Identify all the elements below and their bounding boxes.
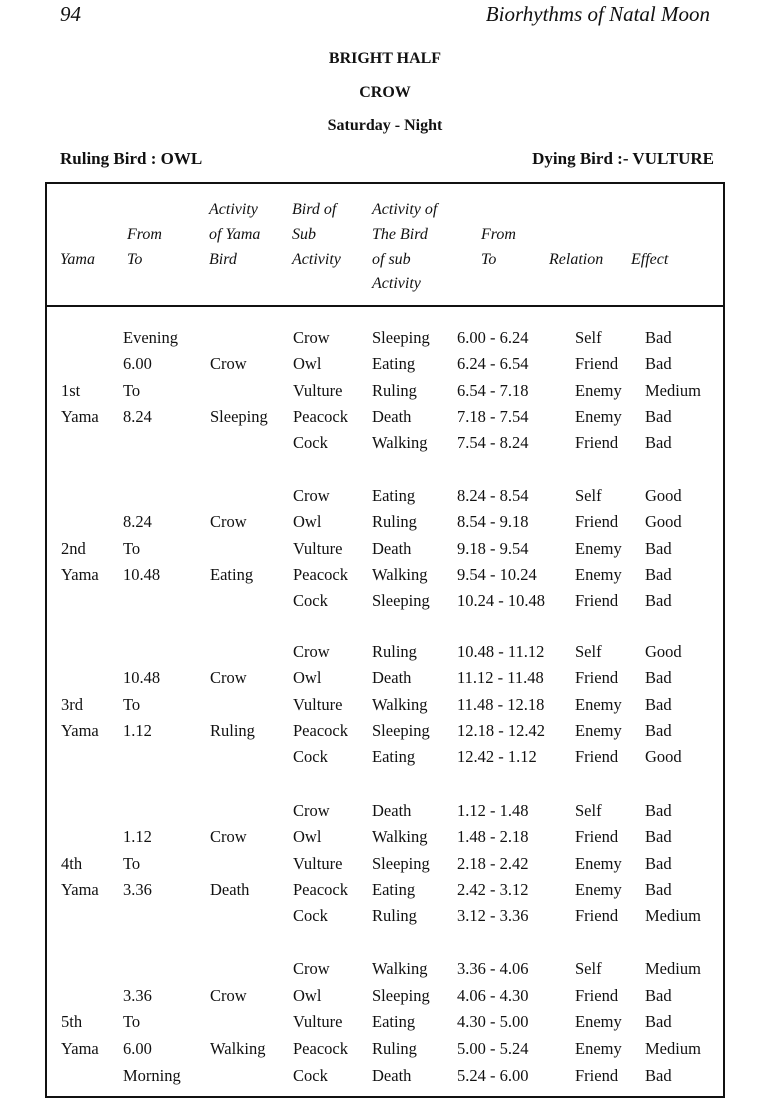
yama-label: 4th [61,853,83,873]
effect: Good [645,512,682,532]
sub-activity: Ruling [372,642,417,661]
yama-time-range: 3.36 [123,985,152,1005]
sub-bird: Peacock [293,564,348,584]
sub-activity: Sleeping [372,853,430,873]
relation: Enemy [575,406,622,426]
column-header-yama: Yama [60,251,95,268]
yama-bird-activity: Eating [210,564,254,584]
sub-activity: Death [372,801,412,820]
yama-label: 5th [61,1012,83,1032]
relation: Self [575,642,602,661]
sub-bird: Vulture [293,853,343,873]
yama-bird-activity: Sleeping [210,406,268,426]
effect: Medium [645,1039,701,1059]
sub-time: 6.00 - 6.24 [457,328,529,347]
sub-activity: Sleeping [372,720,430,740]
sub-activity: Eating [372,354,416,374]
effect: Bad [645,538,672,558]
sub-bird: Owl [293,827,322,847]
column-header-activity-bird-sub: Activity of [372,201,438,218]
sub-time: 12.18 - 12.42 [457,720,545,740]
yama-time-range: To [123,694,141,714]
relation: Enemy [575,1039,622,1059]
sub-activity: Death [372,668,412,688]
sub-time: 11.12 - 11.48 [457,668,544,688]
sub-bird: Peacock [293,720,348,740]
column-header-activity-yama-bird: of Yama [209,226,261,243]
sub-time: 3.36 - 4.06 [457,959,529,978]
effect: Bad [645,853,672,873]
sub-bird: Owl [293,985,322,1005]
sub-activity: Eating [372,747,416,767]
yama-bird-activity: Crow [210,668,247,688]
dying-bird: Dying Bird :- VULTURE [532,149,714,168]
relation: Friend [575,591,619,611]
sub-activity: Eating [372,486,416,505]
column-header-bird-sub-activity: Activity [292,251,341,268]
sub-time: 10.24 - 10.48 [457,591,545,611]
yama-bird-activity: Crow [210,827,247,847]
yama-label: Yama [61,564,99,584]
sub-bird: Owl [293,512,322,532]
column-header-relation: Relation [549,251,604,268]
effect: Medium [645,959,701,978]
sub-time: 5.00 - 5.24 [457,1039,529,1059]
yama-label: 3rd [61,694,83,714]
page-number: 94 [60,2,81,26]
effect: Bad [645,801,672,820]
effect: Bad [645,668,672,688]
sub-bird: Peacock [293,406,348,426]
relation: Self [575,486,602,505]
yama-time-range: To [123,380,141,400]
yama-time-range: To [123,538,141,558]
sub-bird: Crow [293,328,330,347]
sub-bird: Vulture [293,1012,343,1032]
yama-time-range: 6.00 [123,1039,152,1059]
sub-bird: Cock [293,1065,328,1085]
yama-time-range: To [123,853,141,873]
relation: Friend [575,985,619,1005]
sub-time: 12.42 - 1.12 [457,747,537,767]
sub-activity: Walking [372,959,428,978]
column-header-activity-bird-sub: Activity [372,275,421,292]
relation: Friend [575,827,619,847]
sub-time: 8.24 - 8.54 [457,486,529,505]
column-header-from-to: To [127,251,143,268]
sub-bird: Vulture [293,694,343,714]
yama-time-range: 8.24 [123,512,152,532]
sub-time: 4.30 - 5.00 [457,1012,529,1032]
sub-time: 5.24 - 6.00 [457,1065,529,1085]
sub-time: 7.18 - 7.54 [457,406,529,426]
yama-label: 2nd [61,538,86,558]
relation: Enemy [575,564,622,584]
yama-time-range: 10.48 [123,668,161,688]
ruling-bird: Ruling Bird : OWL [60,149,203,168]
effect: Bad [645,1065,672,1085]
sub-time: 8.54 - 9.18 [457,512,529,532]
effect: Bad [645,328,672,347]
yama-time-range: 3.36 [123,879,152,899]
effect: Bad [645,591,672,611]
column-header-activity-yama-bird: Activity [209,201,258,218]
yama-time-range: To [123,1012,141,1032]
sub-time: 6.54 - 7.18 [457,380,529,400]
yama-time-range: 8.24 [123,406,152,426]
yama-bird-activity: Walking [210,1039,266,1059]
column-header-time-from-to: From [481,226,516,243]
sub-activity: Death [372,406,412,426]
sub-bird: Owl [293,354,322,374]
relation: Friend [575,1065,619,1085]
sub-time: 3.12 - 3.36 [457,906,529,926]
title-bird: CROW [359,84,411,101]
relation: Enemy [575,380,622,400]
sub-activity: Sleeping [372,591,430,611]
sub-activity: Walking [372,564,428,584]
column-header-activity-yama-bird: Bird [209,251,237,268]
sub-bird: Vulture [293,538,343,558]
sub-activity: Eating [372,879,416,899]
effect: Bad [645,1012,672,1032]
sub-activity: Ruling [372,512,417,532]
sub-time: 1.12 - 1.48 [457,801,529,820]
relation: Enemy [575,1012,622,1032]
yama-label: 1st [61,380,81,400]
relation: Enemy [575,538,622,558]
sub-time: 9.54 - 10.24 [457,564,537,584]
sub-bird: Crow [293,801,330,820]
sub-bird: Peacock [293,879,348,899]
column-header-activity-bird-sub: of sub [372,251,411,268]
effect: Bad [645,827,672,847]
sub-bird: Peacock [293,1039,348,1059]
header-divider [45,305,725,307]
relation: Enemy [575,853,622,873]
effect: Bad [645,354,672,374]
column-header-time-from-to: To [481,251,497,268]
yama-bird-activity: Crow [210,512,247,532]
effect: Medium [645,380,701,400]
yama-bird-activity: Death [210,879,250,899]
sub-bird: Crow [293,959,330,978]
effect: Bad [645,406,672,426]
yama-label: Yama [61,406,99,426]
effect: Bad [645,879,672,899]
column-header-bird-sub-activity: Bird of [292,201,337,218]
effect: Good [645,642,682,661]
sub-activity: Walking [372,694,428,714]
title-half: BRIGHT HALF [328,50,442,67]
sub-activity: Sleeping [372,328,430,347]
sub-bird: Cock [293,433,328,453]
relation: Friend [575,747,619,767]
effect: Bad [645,694,672,714]
sub-activity: Walking [372,827,428,847]
effect: Good [645,747,682,767]
yama-label: Yama [61,720,99,740]
yama-time-range: 1.12 [123,827,152,847]
sub-activity: Eating [372,1012,416,1032]
sub-bird: Owl [293,668,322,688]
sub-time: 11.48 - 12.18 [457,694,545,714]
relation: Friend [575,906,619,926]
yama-label: Yama [61,879,99,899]
effect: Medium [645,906,701,926]
sub-activity: Ruling [372,906,417,926]
sub-bird: Cock [293,906,328,926]
sub-bird: Cock [293,591,328,611]
relation: Self [575,328,602,347]
sub-time: 2.42 - 3.12 [457,879,529,899]
yama-time-range: 1.12 [123,720,152,740]
effect: Good [645,486,682,505]
title-day: Saturday - Night [327,117,443,134]
column-header-effect: Effect [631,251,669,268]
relation: Self [575,959,602,978]
column-header-bird-sub-activity: Sub [292,226,316,243]
sub-activity: Sleeping [372,985,430,1005]
sub-bird: Crow [293,486,330,505]
sub-activity: Ruling [372,380,417,400]
relation: Friend [575,668,619,688]
yama-time-range: 10.48 [123,564,161,584]
sub-time: 2.18 - 2.42 [457,853,529,873]
effect: Bad [645,564,672,584]
sub-time: 6.24 - 6.54 [457,354,529,374]
relation: Friend [575,354,619,374]
relation: Enemy [575,694,622,714]
sub-bird: Cock [293,747,328,767]
effect: Bad [645,985,672,1005]
yama-bird-activity: Crow [210,985,247,1005]
yama-label: Yama [61,1039,99,1059]
relation: Friend [575,433,619,453]
sub-bird: Vulture [293,380,343,400]
sub-bird: Crow [293,642,330,661]
effect: Bad [645,720,672,740]
yama-bird-activity: Ruling [210,720,255,740]
column-header-activity-bird-sub: The Bird [372,226,428,243]
sub-time: 9.18 - 9.54 [457,538,529,558]
sub-time: 7.54 - 8.24 [457,433,529,453]
sub-activity: Ruling [372,1039,417,1059]
sub-activity: Walking [372,433,428,453]
running-head: Biorhythms of Natal Moon [485,2,710,26]
effect: Bad [645,433,672,453]
relation: Friend [575,512,619,532]
sub-time: 1.48 - 2.18 [457,827,529,847]
sub-activity: Death [372,1065,412,1085]
relation: Self [575,801,602,820]
yama-time-range: Morning [123,1065,181,1085]
yama-time-range: 6.00 [123,354,152,374]
sub-time: 4.06 - 4.30 [457,985,529,1005]
yama-time-range: Evening [123,328,178,347]
sub-activity: Death [372,538,412,558]
relation: Enemy [575,879,622,899]
column-header-from-to: From [127,226,162,243]
yama-bird-activity: Crow [210,354,247,374]
relation: Enemy [575,720,622,740]
sub-time: 10.48 - 11.12 [457,642,545,661]
